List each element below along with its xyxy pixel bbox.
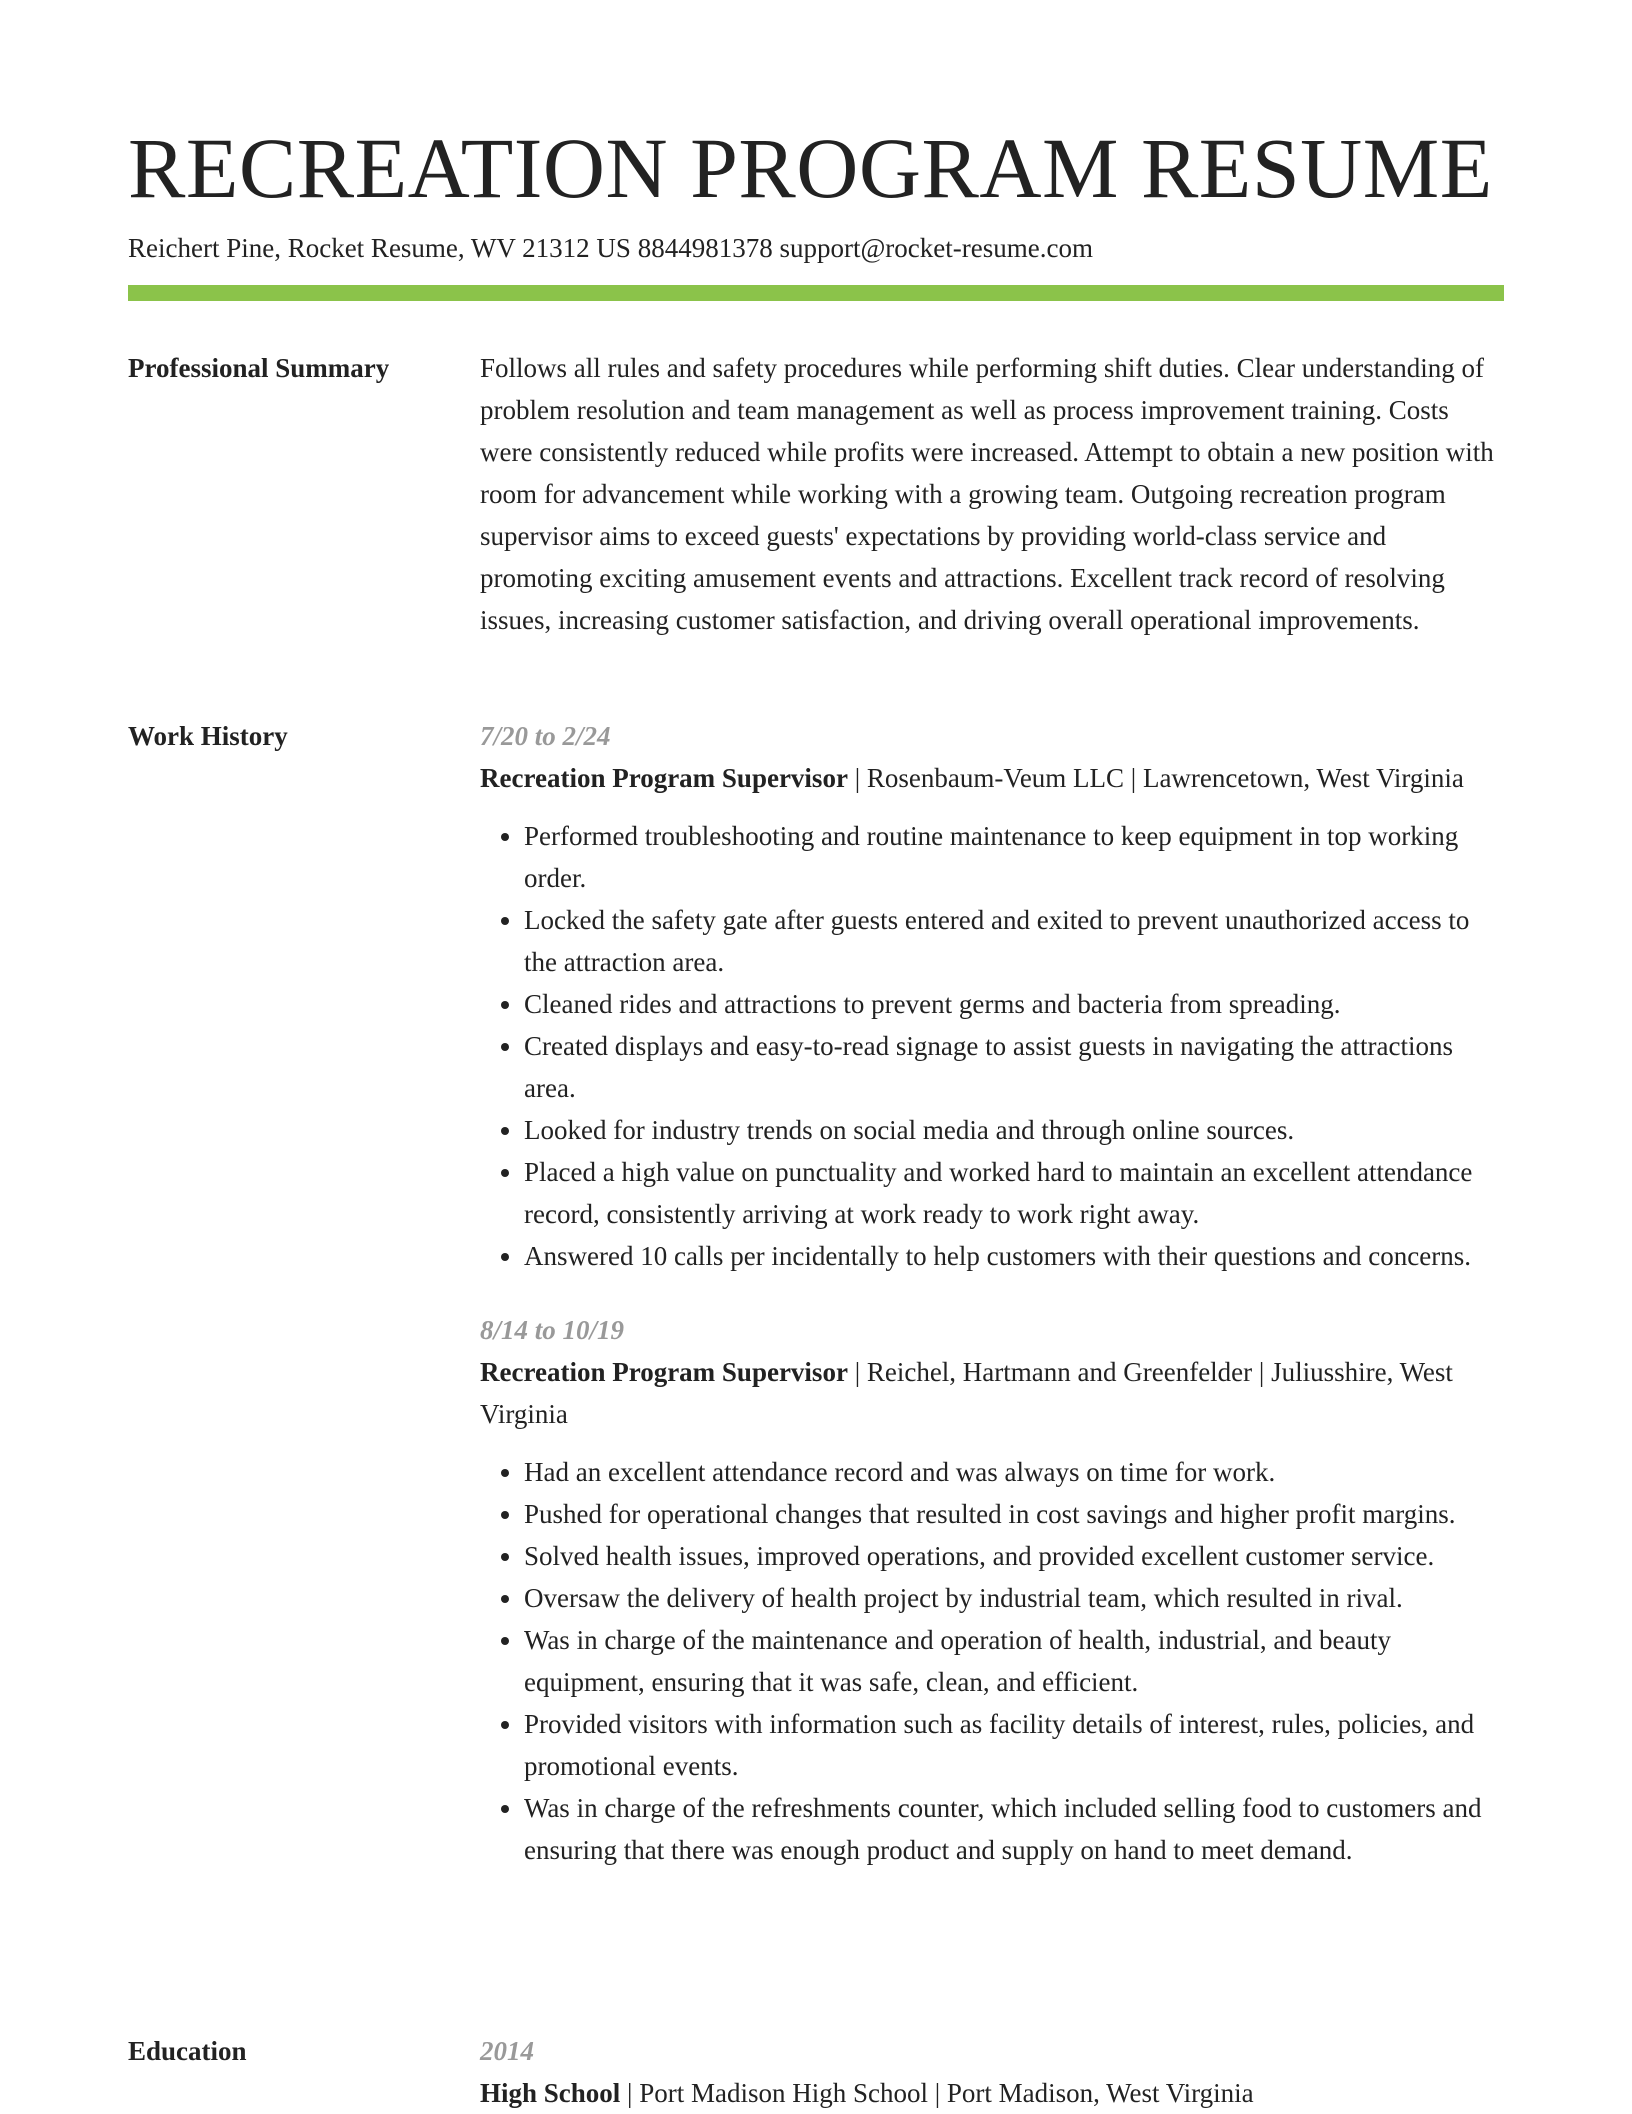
job-entry (480, 715, 1504, 1277)
contact-line: Reichert Pine, Rocket Resume, WV 21312 US 8844981378 support@rocket-resume.com (128, 233, 1093, 263)
work-history-body (480, 715, 1504, 1901)
job-title: Recreation Program Supervisor (480, 1357, 848, 1387)
summary-text: Follows all rules and safety procedures while performing shift duties. Clear understanding of problem resolution and team management as well as process improvement training. Costs were consistently reduced while profits were increased. Attempt to obtain a new position with room for advancement while working with a growing team. Outgoing recreation program supervisor aims to exceed guests' expectations by providing world-class service and promoting exciting amusement events and attractions. Excellent track record of resolving issues, increasing customer satisfaction, and driving overall operational improvements. (480, 353, 1494, 635)
job-bullet: • Provided visitors with information such as facility details of interest, rules, policies, and promotional events. (524, 1703, 1504, 1787)
job-details: | Rosenbaum-Veum LLC | Lawrencetown, West Virginia (847, 763, 1464, 793)
job-bullet: • Pushed for operational changes that resulted in cost savings and higher profit margins. (524, 1493, 1504, 1535)
job-title: Recreation Program Supervisor (480, 763, 848, 793)
job-bullet: • Had an excellent attendance record and was always on time for work. (524, 1451, 1504, 1493)
job-bullet: • Locked the safety gate after guests entered and exited to prevent unauthorized access to the attraction area. (524, 899, 1504, 983)
job-bullet: • Placed a high value on punctuality and worked hard to maintain an excellent attendance record, consistently arriving at work ready to work right away. (524, 1151, 1504, 1235)
education-heading (480, 2072, 1504, 2114)
job-bullet-list (480, 815, 1504, 1277)
resume-title: RECREATION PROGRAM RESUME (128, 120, 1493, 216)
job-bullet: • Looked for industry trends on social media and through online sources. (524, 1109, 1504, 1151)
job-dates: 7/20 to 2/24 (480, 721, 611, 751)
job-heading (480, 1351, 1504, 1435)
education-details: | Port Madison High School | Port Madison, West Virginia (620, 2078, 1254, 2108)
job-bullet: • Solved health issues, improved operations, and provided excellent customer service. (524, 1535, 1504, 1577)
job-bullet: • Oversaw the delivery of health project by industrial team, which resulted in rival. (524, 1577, 1504, 1619)
job-bullet: • Created displays and easy-to-read signage to assist guests in navigating the attractions area. (524, 1025, 1504, 1109)
job-heading (480, 757, 1504, 799)
job-bullet-list (480, 1451, 1504, 1871)
section-label-summary: Professional Summary (128, 353, 390, 383)
job-bullet: • Cleaned rides and attractions to prevent germs and bacteria from spreading. (524, 983, 1504, 1025)
accent-divider (128, 285, 1504, 301)
job-bullet: • Answered 10 calls per incidentally to help customers with their questions and concerns. (524, 1235, 1504, 1277)
education-degree: High School (480, 2078, 621, 2108)
section-label-work-history: Work History (128, 721, 288, 751)
job-details: | Reichel, Hartmann and Greenfelder | Juliusshire, West Virginia (480, 1357, 1453, 1429)
job-entry (480, 1309, 1504, 1871)
job-bullet: • Was in charge of the maintenance and operation of health, industrial, and beauty equipment, ensuring that it was safe, clean, and efficient. (524, 1619, 1504, 1703)
job-dates: 8/14 to 10/19 (480, 1315, 625, 1345)
job-bullet: • Was in charge of the refreshments counter, which included selling food to customers and ensuring that there was enough product and supply on hand to meet demand. (524, 1787, 1504, 1871)
summary-body (480, 347, 1504, 641)
resume-header (128, 118, 1504, 266)
education-date: 2014 (480, 2036, 534, 2066)
section-label-education: Education (128, 2036, 247, 2066)
education-body (480, 2030, 1504, 2114)
job-bullet: • Performed troubleshooting and routine maintenance to keep equipment in top working order. (524, 815, 1504, 899)
